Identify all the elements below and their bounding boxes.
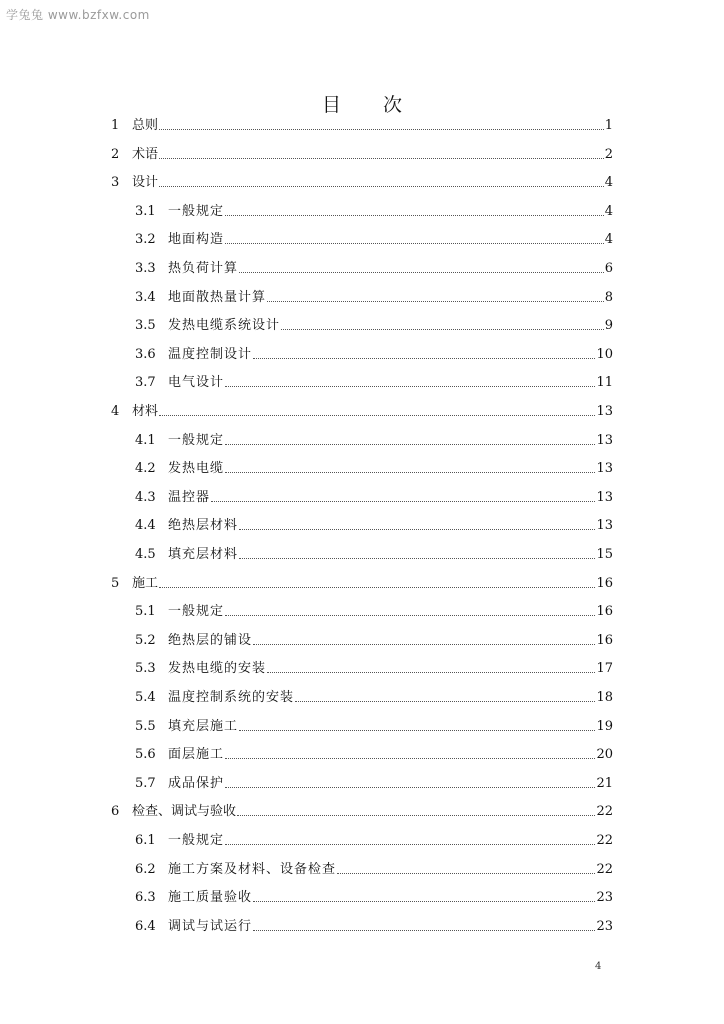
toc-entry-number: 4.5 bbox=[135, 547, 156, 562]
toc-dot-leader bbox=[253, 929, 595, 931]
toc-dot-leader bbox=[159, 586, 595, 588]
toc-entry-page: 1 bbox=[604, 118, 613, 133]
toc-dot-leader bbox=[225, 843, 595, 845]
toc-entry-label: 填充层施工 bbox=[168, 718, 239, 734]
toc-section-row[interactable] bbox=[135, 715, 613, 735]
toc-entry-page: 16 bbox=[596, 604, 613, 620]
toc-entry-page: 4 bbox=[604, 203, 613, 219]
toc-entry-page: 23 bbox=[596, 890, 613, 906]
toc-dot-leader bbox=[225, 214, 604, 216]
toc-entry-page: 13 bbox=[596, 432, 613, 448]
toc-section-row[interactable] bbox=[135, 228, 613, 248]
title-part-1: 目 bbox=[321, 94, 341, 116]
toc-chapter-row[interactable] bbox=[111, 400, 613, 420]
toc-entry-label: 施工 bbox=[132, 575, 159, 591]
toc-entry-number: 3.7 bbox=[135, 375, 156, 391]
toc-entry-label: 成品保护 bbox=[168, 775, 225, 791]
watermark-text: 学兔兔 www.bzfxw.com bbox=[6, 8, 150, 22]
toc-entry-number: 4 bbox=[111, 404, 120, 419]
toc-entry-page: 19 bbox=[596, 718, 613, 734]
toc-entry-number: 5.6 bbox=[135, 747, 156, 763]
toc-dot-leader bbox=[253, 643, 595, 645]
toc-entry-number: 6 bbox=[111, 804, 120, 820]
toc-section-row[interactable] bbox=[135, 486, 613, 506]
toc-section-row[interactable] bbox=[135, 314, 613, 334]
toc-entry-number: 3.3 bbox=[135, 261, 156, 276]
toc-entry-page: 16 bbox=[596, 575, 613, 591]
toc-entry-page: 21 bbox=[596, 775, 613, 791]
toc-dot-leader bbox=[225, 471, 595, 473]
toc-section-row[interactable] bbox=[135, 200, 613, 220]
toc-entry-page: 13 bbox=[596, 518, 613, 534]
toc-entry-label: 热负荷计算 bbox=[168, 261, 239, 276]
toc-section-row[interactable] bbox=[135, 772, 613, 792]
toc-entry-page: 20 bbox=[596, 747, 613, 763]
toc-chapter-row[interactable] bbox=[111, 800, 613, 820]
toc-entry-label: 面层施工 bbox=[168, 747, 225, 763]
toc-entry-page: 10 bbox=[596, 346, 613, 362]
toc-entry-number: 6.4 bbox=[135, 918, 156, 934]
toc-entry-label: 施工质量验收 bbox=[168, 890, 253, 906]
toc-entry-number: 3.1 bbox=[135, 203, 156, 219]
toc-entry-label: 地面构造 bbox=[168, 232, 225, 248]
toc-entry-label: 绝热层的铺设 bbox=[168, 632, 253, 648]
toc-entry-label: 发热电缆 bbox=[168, 461, 225, 477]
toc-entry-page: 23 bbox=[596, 918, 613, 934]
toc-entry-page: 4 bbox=[604, 232, 613, 248]
toc-entry-label: 术语 bbox=[132, 146, 159, 162]
toc-entry-label: 检查、调试与验收 bbox=[132, 804, 237, 820]
toc-section-row[interactable] bbox=[135, 600, 613, 620]
toc-chapter-row[interactable] bbox=[111, 114, 613, 134]
toc-entry-page: 18 bbox=[596, 690, 613, 705]
toc-entry-label: 填充层材料 bbox=[168, 547, 239, 562]
toc-section-row[interactable] bbox=[135, 657, 613, 677]
toc-section-row[interactable] bbox=[135, 514, 613, 534]
toc-entry-page: 13 bbox=[596, 461, 613, 477]
toc-entry-page: 13 bbox=[596, 489, 613, 505]
toc-dot-leader bbox=[225, 443, 595, 445]
toc-entry-number: 5 bbox=[111, 575, 120, 591]
toc-dot-leader bbox=[211, 500, 595, 502]
toc-dot-leader bbox=[239, 557, 595, 559]
toc-section-row[interactable] bbox=[135, 429, 613, 449]
toc-dot-leader bbox=[337, 872, 595, 874]
toc-dot-leader bbox=[159, 157, 604, 159]
toc-entry-number: 5.5 bbox=[135, 718, 156, 734]
toc-dot-leader bbox=[159, 128, 604, 130]
toc-dot-leader bbox=[225, 757, 595, 759]
toc-entry-number: 5.7 bbox=[135, 775, 156, 791]
toc-entry-number: 3.5 bbox=[135, 318, 156, 334]
toc-entry-page: 2 bbox=[604, 146, 613, 162]
toc-dot-leader bbox=[239, 729, 595, 731]
toc-entry-label: 发热电缆系统设计 bbox=[168, 318, 281, 334]
toc-section-row[interactable] bbox=[135, 343, 613, 363]
toc-dot-leader bbox=[159, 185, 604, 187]
toc-entry-page: 6 bbox=[604, 261, 613, 276]
toc-section-row[interactable] bbox=[135, 371, 613, 391]
toc-entry-page: 17 bbox=[596, 661, 613, 677]
toc-dot-leader bbox=[159, 414, 595, 416]
title-part-2: 次 bbox=[383, 94, 403, 116]
toc-entry-label: 温度控制系统的安装 bbox=[168, 690, 295, 705]
toc-entry-number: 3.2 bbox=[135, 232, 156, 248]
toc-entry-number: 1 bbox=[111, 118, 120, 133]
toc-dot-leader bbox=[237, 814, 595, 816]
toc-entry-number: 6.2 bbox=[135, 861, 156, 877]
toc-entry-number: 5.4 bbox=[135, 690, 156, 705]
toc-entry-number: 4.3 bbox=[135, 489, 156, 505]
toc-dot-leader bbox=[225, 242, 604, 244]
toc-section-row[interactable] bbox=[135, 543, 613, 563]
toc-entry-page: 9 bbox=[604, 318, 613, 334]
toc-section-row[interactable] bbox=[135, 743, 613, 763]
toc-chapter-row[interactable] bbox=[111, 171, 613, 191]
toc-entry-number: 6.1 bbox=[135, 833, 156, 848]
toc-entry-page: 22 bbox=[596, 861, 613, 877]
toc-entry-number: 5.3 bbox=[135, 661, 156, 677]
toc-entry-label: 电气设计 bbox=[168, 375, 225, 391]
toc-entry-page: 22 bbox=[596, 804, 613, 820]
toc-dot-leader bbox=[239, 528, 595, 530]
toc-entry-label: 温控器 bbox=[168, 489, 211, 505]
toc-dot-leader bbox=[253, 357, 595, 359]
toc-dot-leader bbox=[281, 328, 604, 330]
toc-chapter-row[interactable] bbox=[111, 572, 613, 592]
toc-section-row[interactable] bbox=[135, 286, 613, 306]
toc-entry-label: 一般规定 bbox=[168, 604, 225, 620]
toc-entry-number: 4.2 bbox=[135, 461, 156, 477]
toc-dot-leader bbox=[225, 385, 595, 387]
toc-entry-page: 16 bbox=[596, 632, 613, 648]
toc-entry-label: 温度控制设计 bbox=[168, 346, 253, 362]
toc-entry-page: 13 bbox=[596, 404, 613, 419]
toc-entry-number: 2 bbox=[111, 146, 120, 162]
toc-entry-label: 绝热层材料 bbox=[168, 518, 239, 534]
toc-section-row[interactable] bbox=[135, 829, 613, 849]
toc-entry-label: 总则 bbox=[132, 118, 159, 133]
toc-entry-label: 一般规定 bbox=[168, 833, 225, 848]
toc-entry-number: 3.6 bbox=[135, 346, 156, 362]
toc-section-row[interactable] bbox=[135, 457, 613, 477]
toc-dot-leader bbox=[225, 786, 595, 788]
toc-section-row[interactable] bbox=[135, 629, 613, 649]
toc-entry-label: 发热电缆的安装 bbox=[168, 661, 267, 677]
toc-chapter-row[interactable] bbox=[111, 143, 613, 163]
toc-dot-leader bbox=[253, 900, 595, 902]
toc-section-row[interactable] bbox=[135, 886, 613, 906]
toc-section-row[interactable] bbox=[135, 858, 613, 878]
toc-entry-page: 8 bbox=[604, 289, 613, 305]
toc-entry-number: 5.1 bbox=[135, 604, 156, 620]
toc-entry-label: 材料 bbox=[132, 404, 159, 419]
toc-section-row[interactable] bbox=[135, 915, 613, 935]
toc-entry-page: 22 bbox=[596, 833, 613, 848]
page-title bbox=[0, 90, 724, 117]
toc-entry-label: 施工方案及材料、设备检查 bbox=[168, 861, 337, 877]
toc-entry-number: 3.4 bbox=[135, 289, 156, 305]
toc-entry-label: 设计 bbox=[132, 175, 159, 191]
toc-entry-number: 3 bbox=[111, 175, 120, 191]
toc-dot-leader bbox=[225, 614, 595, 616]
toc-entry-label: 调试与试运行 bbox=[168, 918, 253, 934]
page-number: 4 bbox=[595, 961, 602, 972]
toc-dot-leader bbox=[295, 700, 595, 702]
toc-entry-page: 11 bbox=[596, 375, 613, 391]
toc-entry-number: 6.3 bbox=[135, 890, 156, 906]
toc-entry-number: 4.4 bbox=[135, 518, 156, 534]
toc-entry-number: 5.2 bbox=[135, 632, 156, 648]
toc-section-row[interactable] bbox=[135, 686, 613, 706]
toc-entry-page: 15 bbox=[596, 547, 613, 562]
toc-dot-leader bbox=[267, 671, 595, 673]
toc-entry-label: 一般规定 bbox=[168, 432, 225, 448]
toc-entry-page: 4 bbox=[604, 175, 613, 191]
toc-entry-label: 地面散热量计算 bbox=[168, 289, 267, 305]
toc-section-row[interactable] bbox=[135, 257, 613, 277]
toc-dot-leader bbox=[239, 271, 604, 273]
toc-entry-label: 一般规定 bbox=[168, 203, 225, 219]
toc-entry-number: 4.1 bbox=[135, 432, 156, 448]
toc-dot-leader bbox=[267, 300, 604, 302]
